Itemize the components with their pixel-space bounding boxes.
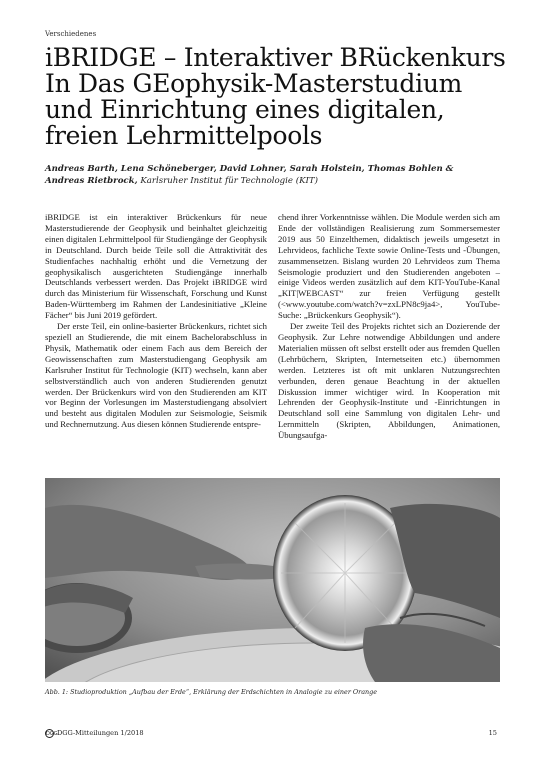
text-column-left xyxy=(45,212,267,472)
paragraph: Der erste Teil, ein online-basierter Brückenkurs, richtet sich speziell an Studierende, die mit einem Bachelorabschluss in Physik, Mathematik oder einem Fach aus dem Bereich der Geowissenschaften zum Masterstudiengang Geophysik am Karlsruher Institut für Technologie (KIT) wechseln, kann aber selbstverständlich auch von anderen Studierenden genutzt werden. Der Brückenkurs wird von den Studierenden am KIT vor Beginn der Vorlesungen im Masterstudiengang absolviert und besteht aus digitalen Modulen zur Seismologie, Seismik und Rechnernutzung. Aus diesen können Studierende entspre- xyxy=(45,321,267,430)
orange-photo-illustration xyxy=(45,478,500,682)
page-footer xyxy=(45,727,497,739)
paragraph: chend ihrer Vorkenntnisse wählen. Die Module werden sich am Ende der vollständigen Realisierung zum Sommersemester 2019 aus 50 Einzelthemen, didaktisch jeweils umgesetzt in Lehrvideos, fachliche Texte sowie Online-Tests und -Übungen, zusammensetzen. Bislang wurden 20 Lehrvideos zum Thema Seismologie produziert und den Studierenden angeboten – einige Videos werden zusätzlich auf dem KIT-YouTube-Kanal „KIT|WEBCAST“ zur freien Verfügung gestellt (<www.youtube.com/watch?v=zxLPN8c9ja4>, YouTube-Suche: „Brückenkurs Geophysik“). xyxy=(278,212,500,321)
figure-caption: Abb. 1: Studioproduktion „Aufbau der Erde“, Erklärung der Erdschichten in Analogie zu einer Orange xyxy=(45,688,377,696)
paragraph: iBRIDGE ist ein interaktiver Brückenkurs für neue Masterstudierende der Geophysik und beinhaltet gleichzeitig einen digitalen Lehrmittelpool für Studiengänge der Geophysik in Deutschland. Durch beide Teile soll die Attraktivität des Studienfaches nachhaltig erhöht und die Vernetzung der geophysikalisch ausgerichteten Studiengänge innerhalb Deutschlands verbessert werden. Das Projekt iBRIDGE wird durch das Ministerium für Wissenschaft, Forschung und Kunst Baden-Württemberg im Rahmen der Landesinitiative „Kleine Fächer“ bis Juni 2019 gefördert. xyxy=(45,212,267,321)
article-title xyxy=(45,45,515,149)
title-line: freien Lehrmittelpools xyxy=(45,121,323,150)
page-number: 15 xyxy=(488,729,497,737)
journal-name: DGG-Mitteilungen 1/2018 xyxy=(57,729,144,737)
text-column-right xyxy=(278,212,500,472)
author-line-2 xyxy=(45,175,515,187)
title-line: In Das GEophysik-Masterstudium xyxy=(45,69,463,98)
title-line: und Einrichtung eines digitalen, xyxy=(45,95,445,124)
author-names-2: Andreas Rietbrock, xyxy=(45,176,138,186)
author-institution: Karlsruher Institut für Technologie (KIT) xyxy=(137,176,318,186)
article-body xyxy=(45,212,500,472)
author-block xyxy=(45,163,515,187)
section-label: Verschiedenes xyxy=(45,30,97,38)
author-names: Andreas Barth, Lena Schöneberger, David Lohner, Sarah Holstein, Thomas Bohlen & xyxy=(45,164,454,174)
figure-photo xyxy=(45,478,500,682)
paragraph: Der zweite Teil des Projekts richtet sich an Dozierende der Geophysik. Zur Lehre notwendige Abbildungen und andere Materialien müssen oft selbst erstellt oder aus fremden Quellen (Lehrbüchern, Skripten, Internetseiten etc.) übernommen werden. Letzteres ist oft mit unklaren Nutzungsrechten verbunden, deren genaue Beachtung in der aktuellen Diskussion immer wichtiger wird. In Kooperation mit Lehrenden der Geophysik-Institute und -Einrichtungen in Deutschland soll eine Sammlung von digitalen Lehr- und Lernmitteln (Skripten, Abbildungen, Animationen, Übungsaufga- xyxy=(278,321,500,441)
title-line: iBRIDGE – Interaktiver BRückenkurs xyxy=(45,43,506,72)
dgg-logo-icon: DGG xyxy=(46,730,58,737)
